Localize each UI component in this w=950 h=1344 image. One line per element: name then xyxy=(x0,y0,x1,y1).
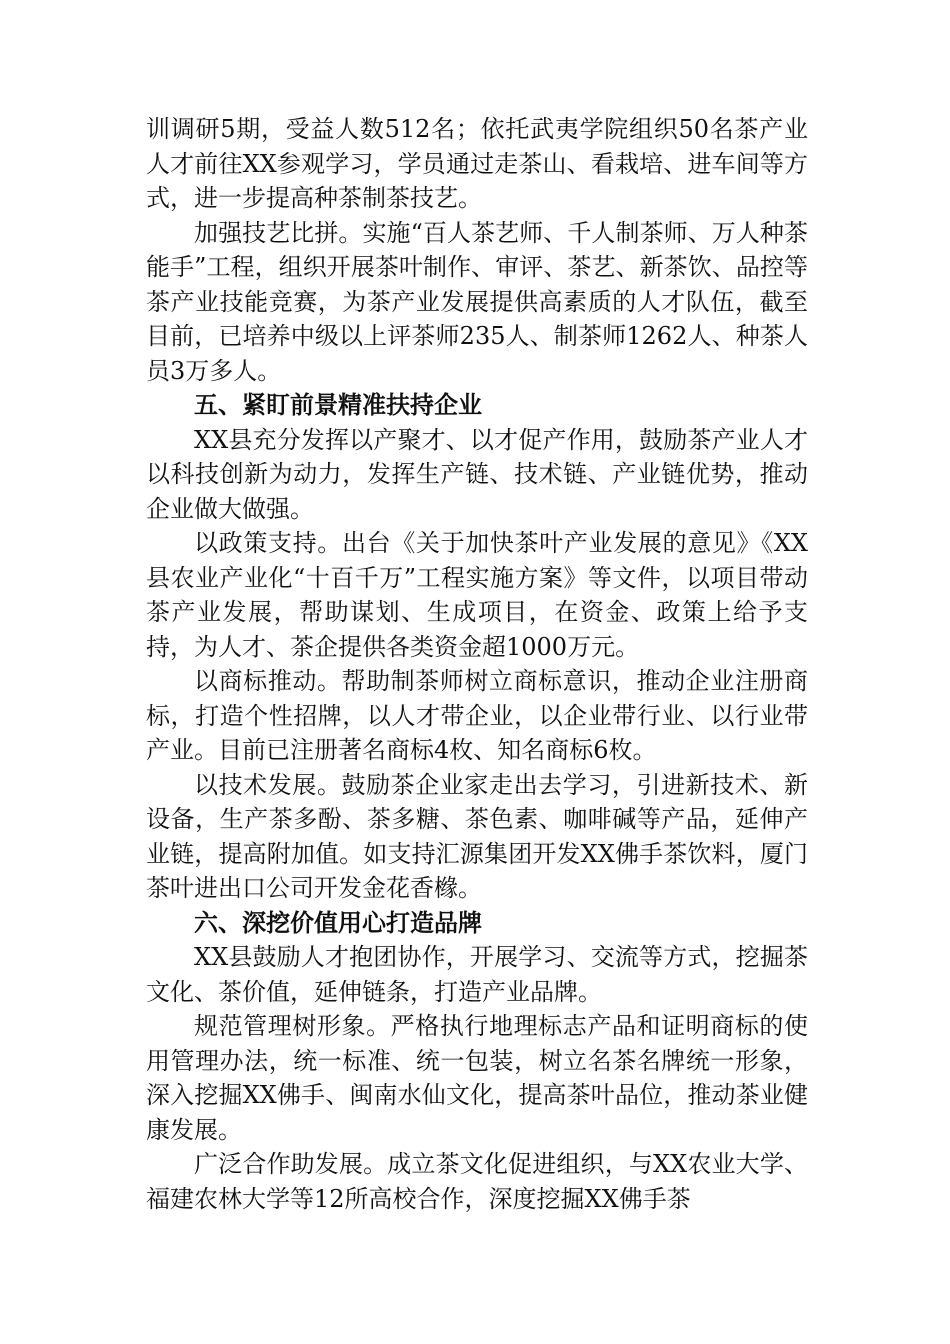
body-paragraph: 以商标推动。帮助制茶师树立商标意识，推动企业注册商标，打造个性招牌，以人才带企业，以企业带行业、以行业带产业。目前已注册著名商标4枚、知名商标6枚。 xyxy=(146,667,808,764)
body-paragraph: 规范管理树形象。严格执行地理标志产品和证明商标的使用管理办法，统一标准、统一包装，树立名茶名牌统一形象，深入挖掘XX佛手、闽南水仙文化，提高茶叶品位，推动茶业健康发展。 xyxy=(146,1012,808,1144)
document-page xyxy=(146,112,808,1216)
body-paragraph: 训调研5期，受益人数512名；依托武夷学院组织50名茶产业人才前往XX参观学习，学员通过走茶山、看栽培、进车间等方式，进一步提高种茶制茶技艺。 xyxy=(146,115,808,212)
body-paragraph: 广泛合作助发展。成立茶文化促进组织，与XX农业大学、福建农林大学等12所高校合作，深度挖掘XX佛手茶 xyxy=(146,1150,808,1213)
body-paragraph: 加强技艺比拼。实施“百人茶艺师、千人制茶师、万人种茶能手”工程，组织开展茶叶制作、审评、茶艺、新茶饮、品控等茶产业技能竞赛，为茶产业发展提供高素质的人才队伍，截至目前，已培养中级以上评茶师235人、制茶师1262人、种茶人员3万多人。 xyxy=(146,218,808,385)
body-paragraph: 以政策支持。出台《关于加快茶叶产业发展的意见》《XX县农业产业化“十百千万”工程实施方案》等文件，以项目带动茶产业发展，帮助谋划、生成项目，在资金、政策上给予支持，为人才、茶企提供各类资金超1000万元。 xyxy=(146,529,808,661)
body-paragraph: 以技术发展。鼓励茶企业家走出去学习，引进新技术、新设备，生产茶多酚、茶多糖、茶色素、咖啡碱等产品，延伸产业链，提高附加值。如支持汇源集团开发XX佛手茶饮料，厦门茶叶进出口公司开发金花香橼。 xyxy=(146,770,808,902)
section-heading: 六、深挖价值用心打造品牌 xyxy=(194,908,482,937)
body-paragraph: XX县鼓励人才抱团协作，开展学习、交流等方式，挖掘茶文化、茶价值，延伸链条，打造产业品牌。 xyxy=(146,943,808,1006)
body-paragraph: XX县充分发挥以产聚才、以才促产作用，鼓励茶产业人才以科技创新为动力，发挥生产链、技术链、产业链优势，推动企业做大做强。 xyxy=(146,425,808,523)
section-heading: 五、紧盯前景精准扶持企业 xyxy=(194,391,482,419)
